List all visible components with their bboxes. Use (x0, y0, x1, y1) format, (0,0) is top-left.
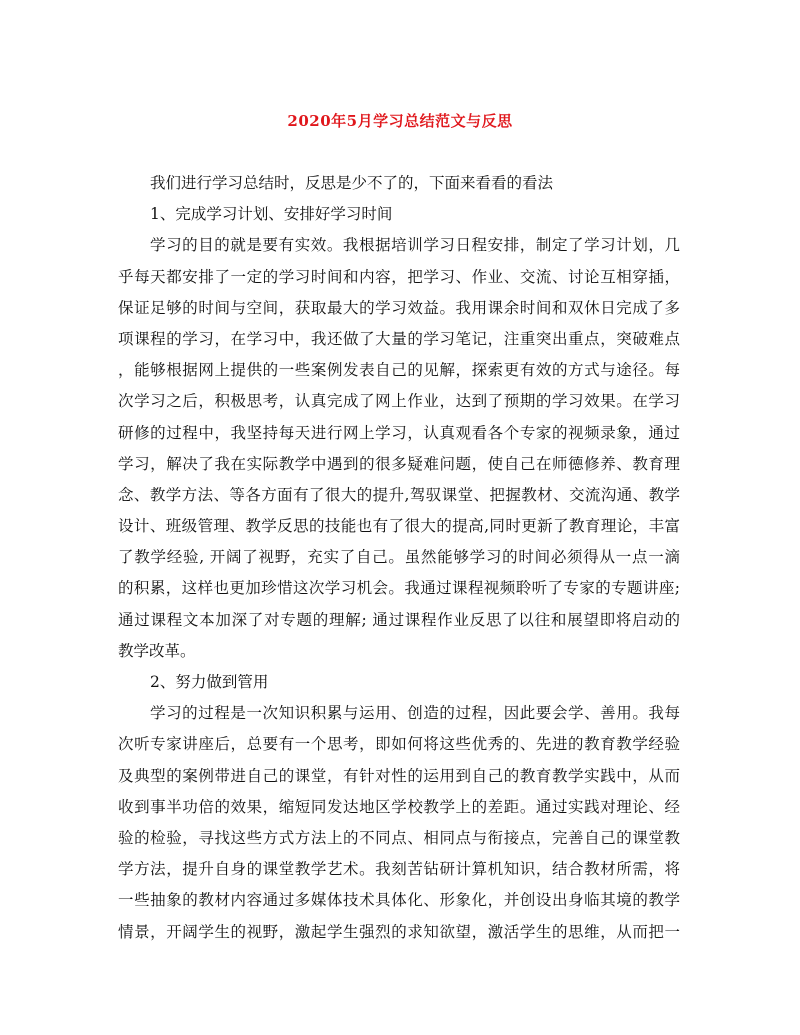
body-line: 学习的过程是一次知识积累与运用、创造的过程，因此要会学、善用。我每 (150, 704, 680, 723)
body-line: 2、努力做到管用 (150, 673, 269, 691)
body-line: 我们进行学习总结时，反思是少不了的，下面来看看的看法 (150, 174, 554, 192)
body-line: 保证足够的时间与空间，获取最大的学习效益。我用课余时间和双休日完成了多 (118, 298, 680, 317)
document-body (118, 168, 680, 948)
body-line: 学方法，提升自身的课堂教学艺术。我刻苦钻研计算机知识，结合教材所需，将 (118, 860, 680, 879)
body-line: 验的检验，寻找这些方式方法上的不同点、相同点与衔接点，完善自己的课堂教 (118, 828, 680, 847)
body-line: 情景，开阔学生的视野，激起学生强烈的求知欲望，激活学生的思维，从而把一 (118, 922, 680, 941)
body-line: 次学习之后，积极思考，认真完成了网上作业，达到了预期的学习效果。在学习 (118, 392, 680, 411)
body-line: 研修的过程中，我坚持每天进行网上学习，认真观看各个专家的视频录象，通过 (118, 423, 680, 442)
body-line: 收到事半功倍的效果，缩短同发达地区学校教学上的差距。通过实践对理论、经 (118, 797, 680, 816)
body-line: 念、教学方法、等各方面有了很大的提升,驾驭课堂、把握教材、交流沟通、教学 (118, 485, 680, 504)
body-line: 一些抽象的教材内容通过多媒体技术具体化、形象化，并创设出身临其境的教学 (118, 891, 680, 910)
body-line: 乎每天都安排了一定的学习时间和内容，把学习、作业、交流、讨论互相穿插， (118, 267, 680, 286)
body-line: 次听专家讲座后，总要有一个思考，即如何将这些优秀的、先进的教育教学经验 (118, 735, 680, 754)
body-line: 了教学经验, 开阔了视野，充实了自己。虽然能够学习的时间必须得从一点一滴 (118, 548, 680, 567)
body-line: 学习，解决了我在实际教学中遇到的很多疑难问题，使自己在师德修养、教育理 (118, 454, 680, 473)
body-line: 及典型的案例带进自己的课堂，有针对性的运用到自己的教育教学实践中，从而 (118, 766, 680, 785)
body-line: 项课程的学习，在学习中，我还做了大量的学习笔记，注重突出重点，突破难点 (118, 329, 680, 348)
document-title: 2020年5月学习总结范文与反思 (287, 112, 513, 130)
body-line: 通过课程文本加深了对专题的理解; 通过课程作业反思了以往和展望即将启动的 (118, 610, 680, 629)
body-line: 的积累，这样也更加珍惜这次学习机会。我通过课程视频聆听了专家的专题讲座; (118, 579, 680, 598)
body-line: 教学改革。 (118, 641, 196, 660)
body-line: ，能够根据网上提供的一些案例发表自己的见解，探索更有效的方式与途径。每 (118, 361, 680, 380)
body-line: 设计、班级管理、教学反思的技能也有了很大的提高,同时更新了教育理论，丰富 (118, 517, 680, 536)
body-line: 1、完成学习计划、安排好学习时间 (150, 205, 393, 224)
body-line: 学习的目的就是要有实效。我根据培训学习日程安排，制定了学习计划，几 (150, 236, 680, 255)
